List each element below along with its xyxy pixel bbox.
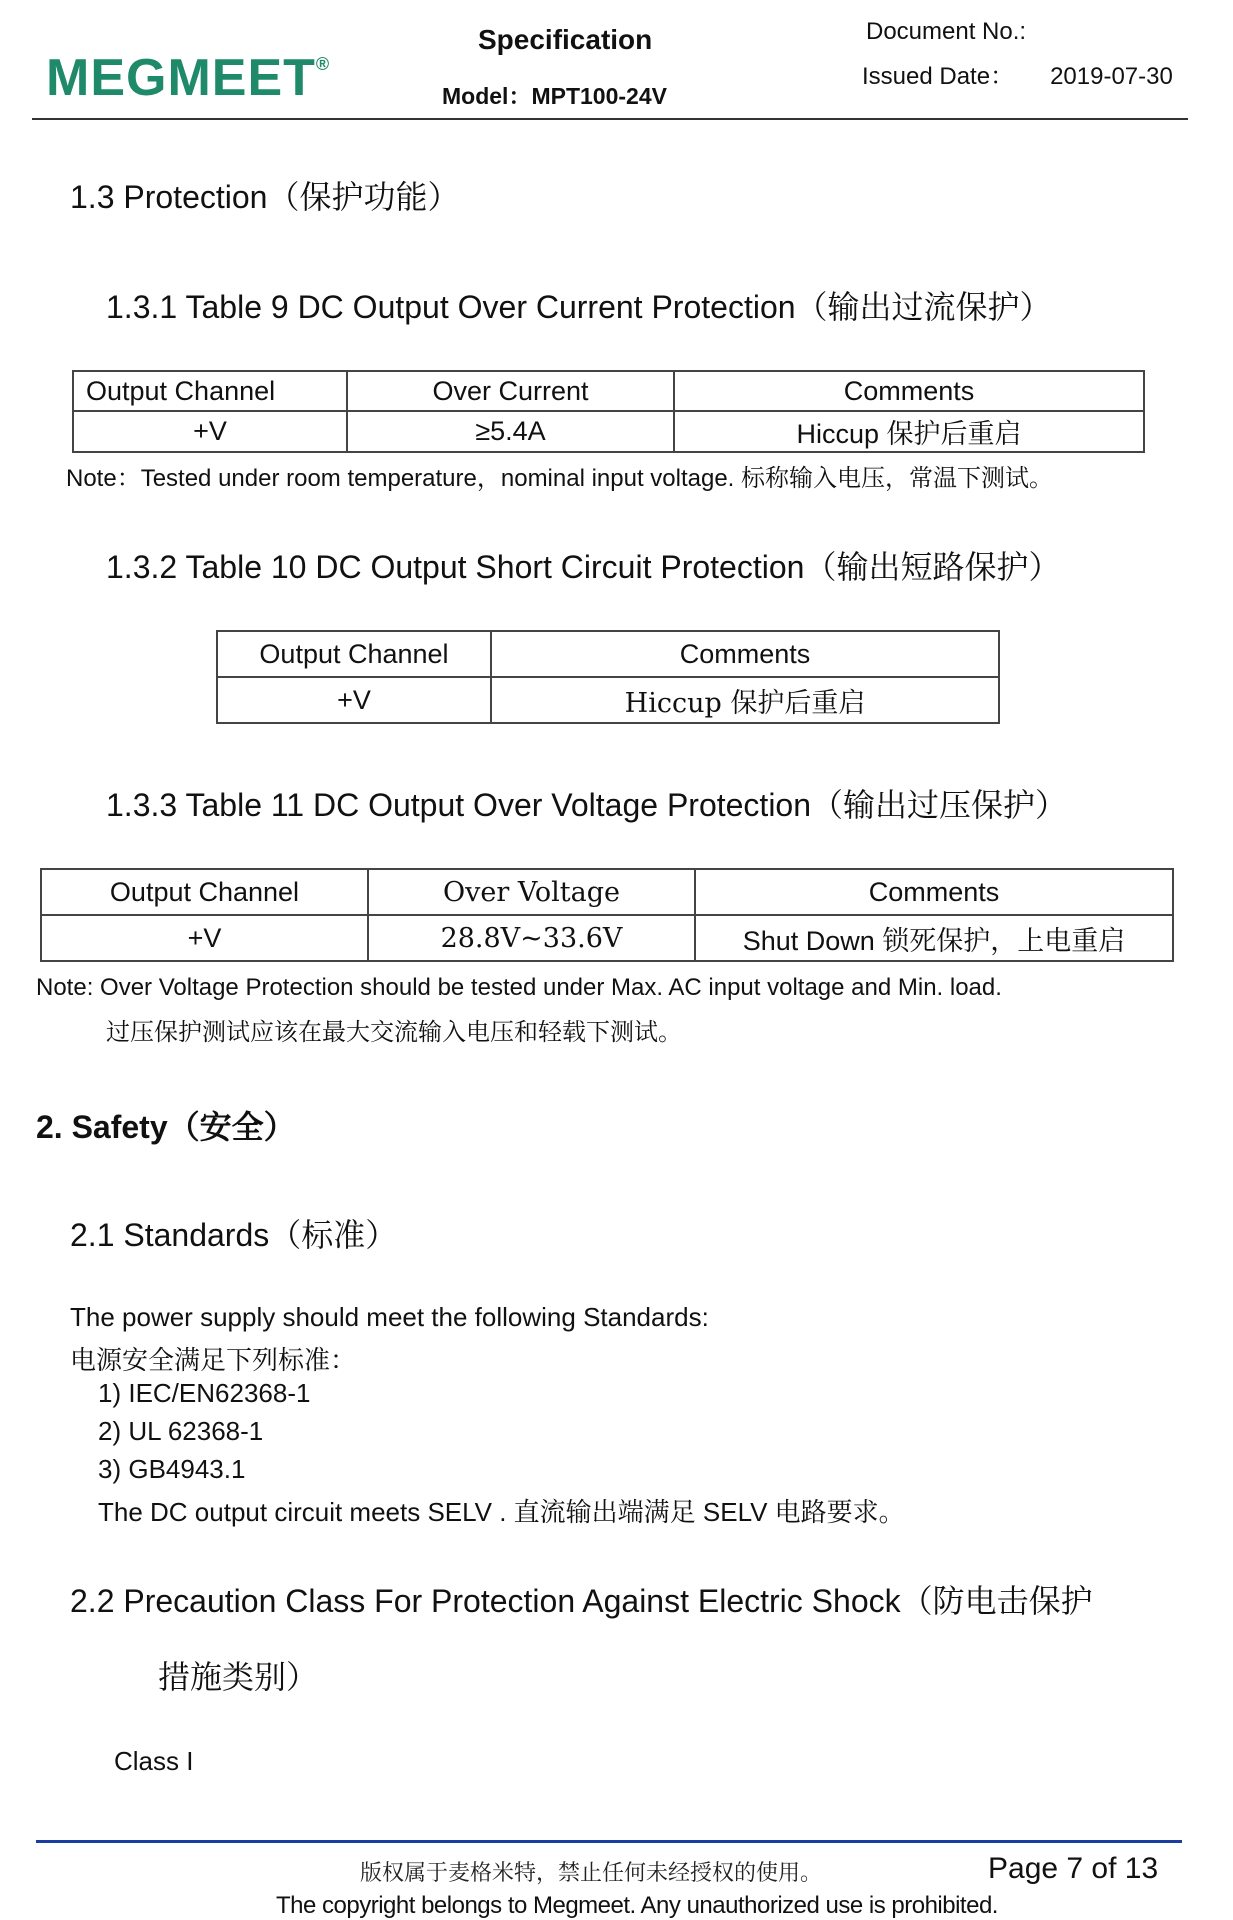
table11-note-cn: 过压保护测试应该在最大交流输入电压和轻载下测试。 <box>106 1018 682 1046</box>
standard-item-2: 2) UL 62368-1 <box>98 1416 264 1446</box>
table11-cell-comments: Shut Down 锁死保护，上电重启 <box>695 915 1173 961</box>
table10-short-circuit <box>216 630 1000 724</box>
footer-copyright-en: The copyright belongs to Megmeet. Any unauthorized use is prohibited. <box>276 1892 998 1919</box>
company-logo <box>46 48 330 108</box>
logo-text: MEGMEET <box>46 49 316 107</box>
footer-copyright-cn: 版权属于麦格米特，禁止任何未经授权的使用。 <box>360 1861 823 1886</box>
table11-cell-over-voltage: 28.8V~33.6V <box>368 915 695 961</box>
table11-header-channel: Output Channel <box>41 869 368 915</box>
table9-header-over-current: Over Current <box>347 371 674 411</box>
table9-over-current <box>72 370 1145 453</box>
table10-header-comments: Comments <box>491 631 999 677</box>
footer-divider <box>36 1840 1182 1843</box>
table9-cell-comments: Hiccup 保护后重启 <box>674 411 1144 452</box>
table11-over-voltage <box>40 868 1174 962</box>
table11-heading: 1.3.3 Table 11 DC Output Over Voltage Protection（输出过压保护） <box>106 787 1068 823</box>
section-2-1-heading: 2.1 Standards（标准） <box>70 1217 398 1253</box>
table10-header-row <box>217 631 999 677</box>
table10-cell-channel: +V <box>217 677 491 723</box>
header-divider <box>32 118 1188 120</box>
selv-statement: The DC output circuit meets SELV . 直流输出端满足 SELV 电路要求。 <box>98 1497 905 1527</box>
table11-header-over-voltage: Over Voltage <box>368 869 695 915</box>
table9-note: Note：Tested under room temperature，nominal input voltage. 标称输入电压，常温下测试。 <box>66 465 1054 492</box>
table10-header-channel: Output Channel <box>217 631 491 677</box>
issued-date-label: Issued Date： <box>862 63 1015 90</box>
table9-header-channel: Output Channel <box>73 371 347 411</box>
section-2-heading: 2. Safety（安全） <box>36 1109 296 1145</box>
table10-heading: 1.3.2 Table 10 DC Output Short Circuit Protection（输出短路保护） <box>106 549 1061 585</box>
standards-intro-en: The power supply should meet the following Standards: <box>70 1302 709 1332</box>
registered-mark: ® <box>315 54 331 74</box>
page-number: Page 7 of 13 <box>988 1852 1159 1885</box>
spec-title: Specification <box>478 24 653 55</box>
table9-cell-over-current: ≥5.4A <box>347 411 674 452</box>
standard-item-3: 3) GB4943.1 <box>98 1454 246 1484</box>
spec-model: Model：MPT100-24V <box>442 83 667 109</box>
issued-date-row <box>862 56 1173 91</box>
standard-item-1: 1) IEC/EN62368-1 <box>98 1378 311 1408</box>
section-2-2-heading: 2.2 Precaution Class For Protection Against Electric Shock（防电击保护 <box>70 1583 1093 1619</box>
issued-date-value: 2019-07-30 <box>1050 63 1173 90</box>
table9-row <box>73 411 1144 452</box>
document-number-label: Document No.: <box>866 18 1027 45</box>
table9-header-row <box>73 371 1144 411</box>
table11-note-en: Note: Over Voltage Protection should be tested under Max. AC input voltage and Min. load. <box>36 974 1002 1001</box>
table10-row <box>217 677 999 723</box>
table9-cell-channel: +V <box>73 411 347 452</box>
table10-cell-comments: Hiccup 保护后重启 <box>491 677 999 723</box>
section-2-2-heading-cont: 措施类别） <box>158 1658 319 1696</box>
table11-header-comments: Comments <box>695 869 1173 915</box>
section-1-3-heading: 1.3 Protection（保护功能） <box>70 179 460 215</box>
protection-class: Class I <box>114 1746 194 1776</box>
table11-cell-channel: +V <box>41 915 368 961</box>
table9-heading: 1.3.1 Table 9 DC Output Over Current Protection（输出过流保护） <box>106 289 1052 325</box>
table11-row <box>41 915 1173 961</box>
table11-header-row <box>41 869 1173 915</box>
table9-header-comments: Comments <box>674 371 1144 411</box>
standards-intro-cn: 电源安全满足下列标准： <box>70 1346 357 1376</box>
